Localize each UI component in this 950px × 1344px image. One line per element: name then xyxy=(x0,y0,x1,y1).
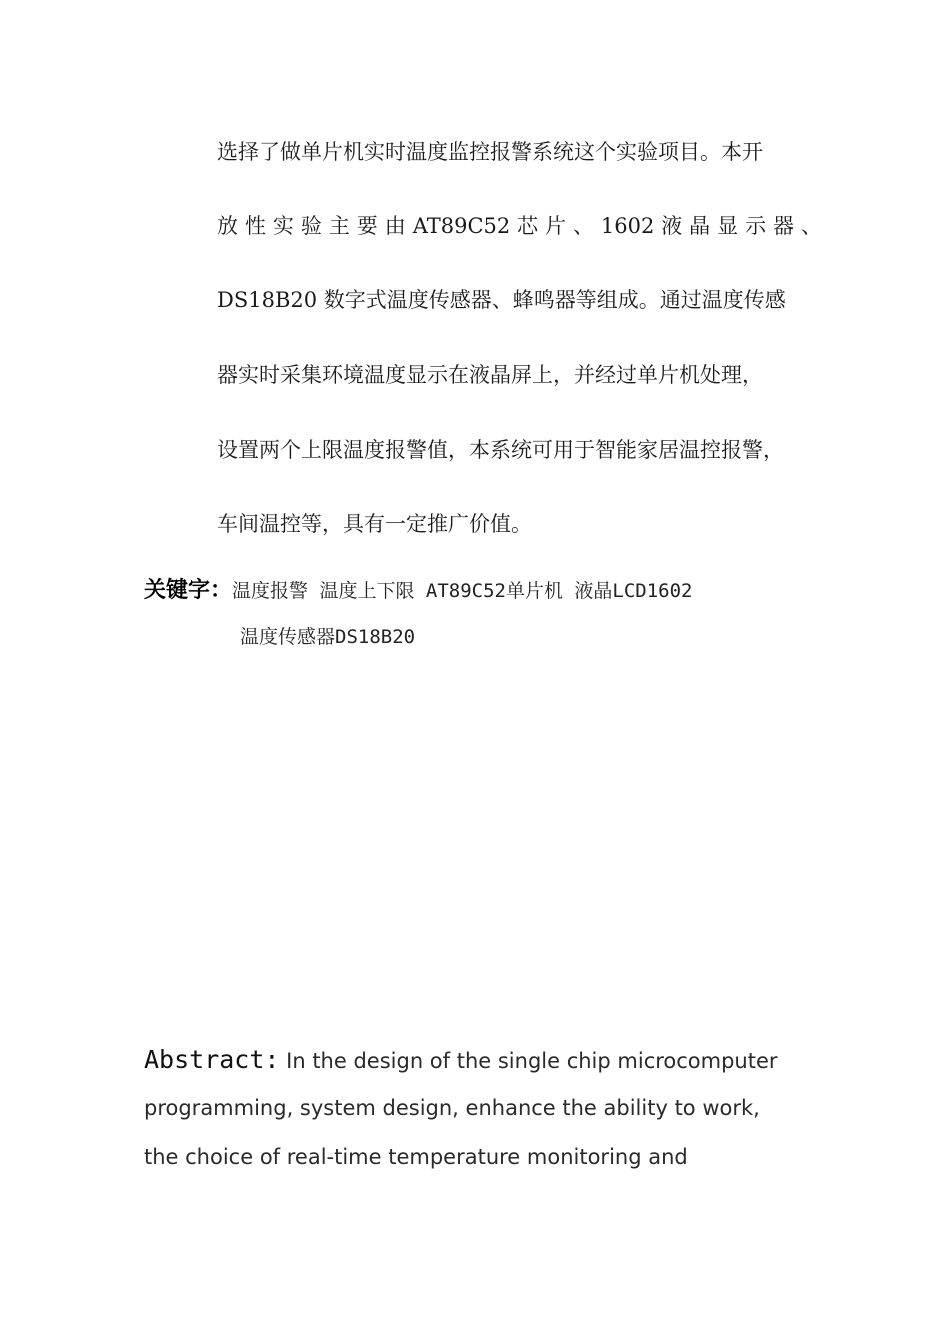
abstract-line-1: 选择了做单片机实时温度监控报警系统这个实验项目。本开 xyxy=(217,140,763,164)
english-abstract-text-1: In the design of the single chip microcomputer xyxy=(279,1049,778,1073)
abstract-line-2: 放 性 实 验 主 要 由 AT89C52 芯 片 、 1602 液 晶 显 示 器 、 xyxy=(217,214,822,238)
english-abstract-line-3: the choice of real-time temperature monitoring and xyxy=(144,1145,688,1169)
keywords-row xyxy=(144,573,692,604)
keywords-list-continued: 温度传感器DS18B20 xyxy=(240,626,416,648)
keywords-label: 关键字： xyxy=(144,578,233,603)
abstract-line-5: 设置两个上限温度报警值，本系统可用于智能家居温控报警， xyxy=(217,438,784,462)
abstract-line-3: DS18B20 数字式温度传感器、蜂鸣器等组成。通过温度传感 xyxy=(217,288,786,312)
abstract-line-4: 器实时采集环境温度显示在液晶屏上，并经过单片机处理， xyxy=(217,363,763,387)
english-abstract-line-1 xyxy=(144,1045,778,1076)
english-abstract-line-2: programming, system design, enhance the ability to work, xyxy=(144,1096,760,1120)
abstract-label: Abstract: xyxy=(144,1045,280,1074)
keywords-list: 温度报警 温度上下限 AT89C52单片机 液晶LCD1602 xyxy=(232,580,693,602)
abstract-line-6: 车间温控等，具有一定推广价值。 xyxy=(217,512,532,536)
